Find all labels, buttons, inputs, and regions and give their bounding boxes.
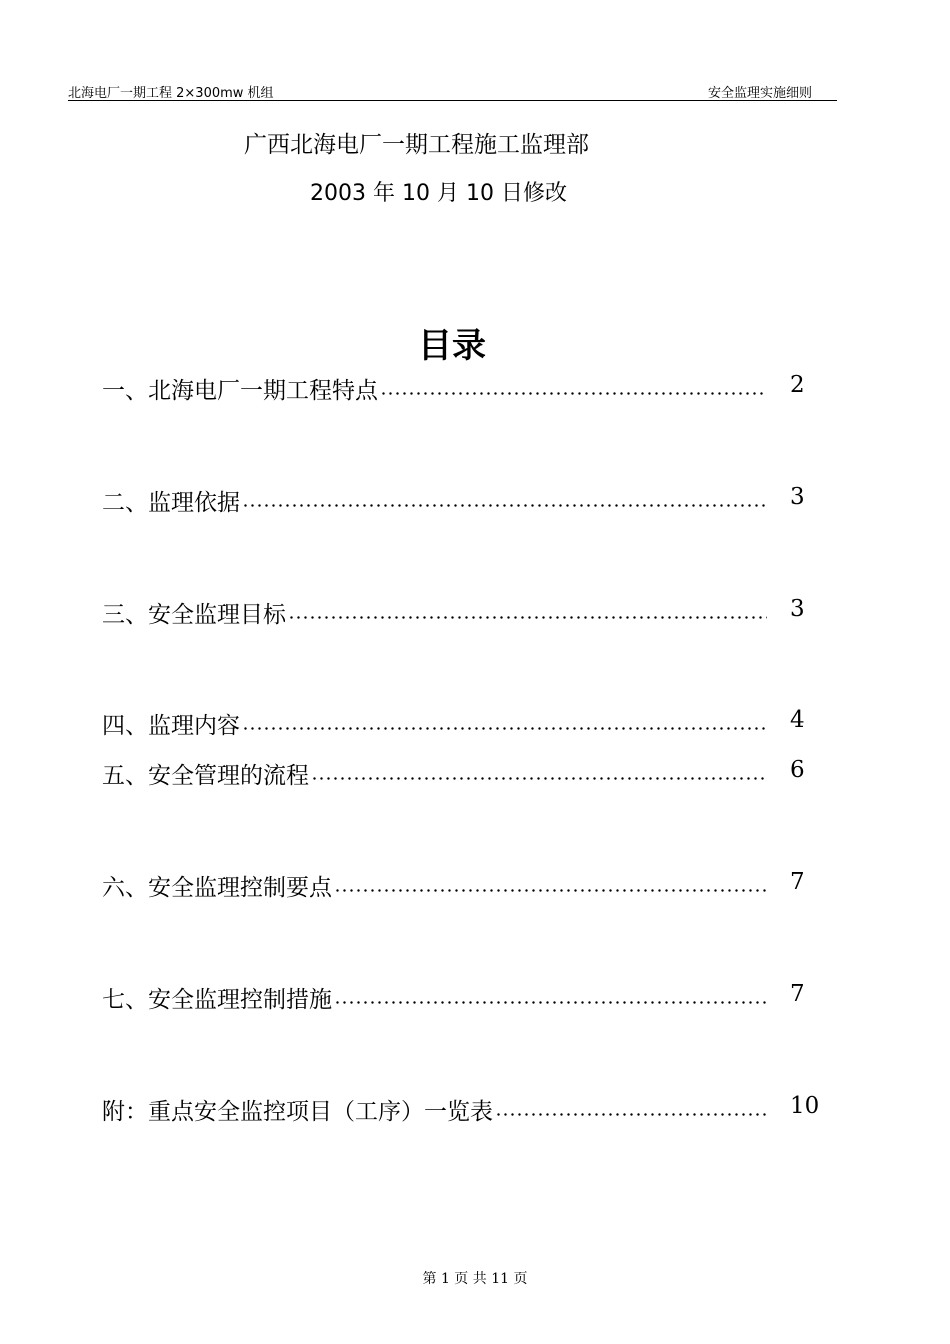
toc-entry-text: 二、监理依据 <box>102 490 240 516</box>
toc-entry <box>102 707 822 741</box>
page-footer: 第 1 页 共 11 页 <box>422 1271 528 1287</box>
toc-entry-link[interactable] <box>102 372 767 406</box>
toc-entry-text: 附：重点安全监控项目（工序）一览表 <box>102 1099 493 1125</box>
header-document-title: 安全监理实施细则 <box>708 86 813 101</box>
toc-entry-text: 六、安全监理控制要点 <box>102 875 332 901</box>
toc-entry-link[interactable] <box>102 484 767 518</box>
organization-title: 广西北海电厂一期工程施工监理部 <box>244 132 589 158</box>
revision-date: 2003 年 10 月 10 日修改 <box>310 181 567 206</box>
toc-entry-text: 五、安全管理的流程 <box>102 763 309 789</box>
toc-page-number: 4 <box>790 707 805 733</box>
toc-entry <box>102 484 822 518</box>
toc-entry-link[interactable] <box>102 869 767 903</box>
toc-entry-link[interactable] <box>102 981 767 1015</box>
toc-dot-leader <box>242 727 767 730</box>
toc-entry <box>102 372 822 406</box>
toc-page-number: 10 <box>790 1093 820 1119</box>
toc-entry <box>102 981 822 1015</box>
toc-entry-link[interactable] <box>102 1093 767 1127</box>
toc-entry <box>102 869 822 903</box>
toc-entry-link[interactable] <box>102 707 767 741</box>
header-project-title: 北海电厂一期工程 2×300mw 机组 <box>68 86 274 101</box>
toc-page-number: 2 <box>790 372 805 398</box>
header-rule <box>68 100 837 101</box>
toc-dot-leader <box>334 889 767 892</box>
toc-entry <box>102 757 822 791</box>
toc-dot-leader <box>288 616 767 619</box>
toc-dot-leader <box>495 1113 767 1116</box>
toc-dot-leader <box>311 777 767 780</box>
toc-entry <box>102 1093 822 1127</box>
toc-entry-text: 七、安全监理控制措施 <box>102 987 332 1013</box>
toc-dot-leader <box>334 1001 767 1004</box>
toc-entry-link[interactable] <box>102 757 767 791</box>
toc-dot-leader <box>380 392 767 395</box>
toc-page-number: 7 <box>790 981 805 1007</box>
toc-dot-leader <box>242 504 767 507</box>
toc-entry <box>102 596 822 630</box>
toc-page-number: 3 <box>790 484 805 510</box>
toc-entry-text: 三、安全监理目标 <box>102 602 286 628</box>
toc-title: 目录 <box>418 326 486 366</box>
toc-page-number: 6 <box>790 757 805 783</box>
toc-entry-text: 四、监理内容 <box>102 713 240 739</box>
toc-entry-link[interactable] <box>102 596 767 630</box>
toc-entry-text: 一、北海电厂一期工程特点 <box>102 378 378 404</box>
toc-page-number: 3 <box>790 596 805 622</box>
toc-page-number: 7 <box>790 869 805 895</box>
